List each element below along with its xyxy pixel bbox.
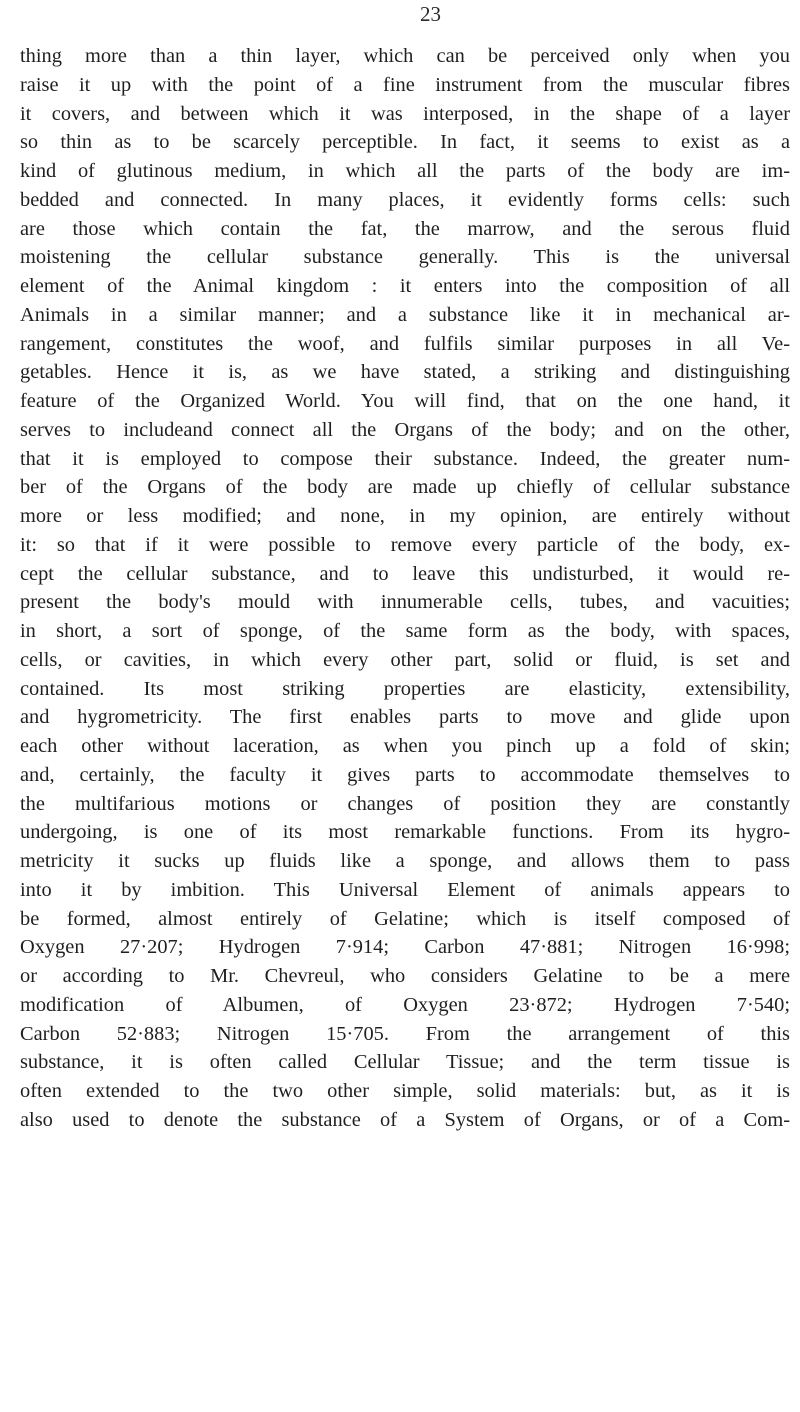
text-line: also used to denote the substance of a System of Organs, or of a Com-: [20, 1108, 790, 1131]
text-line: Animals in a similar manner; and a substance like it in mechanical ar-: [20, 303, 790, 326]
text-line: or according to Mr. Chevreul, who considers Gelatine to be a mere: [20, 965, 790, 987]
text-line: cept the cellular substance, and to leave this undisturbed, it would re-: [20, 562, 790, 585]
body-text: [20, 42, 790, 1135]
text-line: feature of the Organized World. You will find, that on the one hand, it: [20, 390, 790, 412]
text-line: that it is employed to compose their substance. Indeed, the greater num-: [20, 447, 790, 470]
text-line: kind of glutinous medium, in which all the parts of the body are im-: [20, 160, 790, 182]
text-line: Oxygen 27·207; Hydrogen 7·914; Carbon 47·881; Nitrogen 16·998;: [20, 936, 790, 959]
text-line: element of the Animal kingdom : it enters into the composition of all: [20, 275, 790, 297]
text-line: Carbon 52·883; Nitrogen 15·705. From the arrangement of this: [20, 1022, 790, 1045]
text-line: cells, or cavities, in which every other part, solid or fluid, is set and: [20, 648, 790, 671]
text-line: serves to includeand connect all the Organs of the body; and on the other,: [20, 418, 790, 441]
text-line: modification of Albumen, of Oxygen 23·872; Hydrogen 7·540;: [20, 993, 790, 1016]
text-line: metricity it sucks up fluids like a sponge, and allows them to pass: [20, 850, 790, 872]
text-line: rangement, constitutes the woof, and fulfils similar purposes in all Ve-: [20, 332, 790, 355]
text-line: contained. Its most striking properties are elasticity, extensibility,: [20, 677, 790, 700]
text-line: be formed, almost entirely of Gelatine; which is itself composed of: [20, 907, 790, 930]
text-line: it: so that if it were possible to remove every particle of the body, ex-: [20, 533, 790, 556]
text-line: getables. Hence it is, as we have stated, a striking and distinguishing: [20, 361, 790, 384]
text-line: moistening the cellular substance generally. This is the universal: [20, 246, 790, 269]
text-line: are those which contain the fat, the marrow, and the serous fluid: [20, 217, 790, 240]
text-line: into it by imbition. This Universal Element of animals appears to: [20, 878, 790, 901]
text-line: present the body's mould with innumerable cells, tubes, and vacuities;: [20, 591, 790, 614]
text-line: so thin as to be scarcely perceptible. In fact, it seems to exist as a: [20, 131, 790, 154]
text-line: raise it up with the point of a fine instrument from the muscular fibres: [20, 73, 790, 96]
text-line: undergoing, is one of its most remarkable functions. From its hygro-: [20, 821, 790, 844]
text-line: ber of the Organs of the body are made up chiefly of cellular substance: [20, 476, 790, 499]
text-line: bedded and connected. In many places, it evidently forms cells: such: [20, 188, 790, 211]
text-line: each other without laceration, as when you pinch up a fold of skin;: [20, 735, 790, 757]
text-line: in short, a sort of sponge, of the same form as the body, with spaces,: [20, 620, 790, 642]
text-line: and hygrometricity. The first enables parts to move and glide upon: [20, 706, 790, 729]
text-line: more or less modified; and none, in my opinion, are entirely without: [20, 505, 790, 527]
text-line: substance, it is often called Cellular Tissue; and the term tissue is: [20, 1051, 790, 1074]
text-line: it covers, and between which it was interposed, in the shape of a layer: [20, 102, 790, 125]
text-line: the multifarious motions or changes of position they are constantly: [20, 792, 790, 815]
text-line: and, certainly, the faculty it gives parts to accommodate themselves to: [20, 763, 790, 786]
text-line: thing more than a thin layer, which can be perceived only when you: [20, 45, 790, 67]
page-number: 23: [420, 2, 441, 26]
text-line: often extended to the two other simple, solid materials: but, as it is: [20, 1080, 790, 1102]
